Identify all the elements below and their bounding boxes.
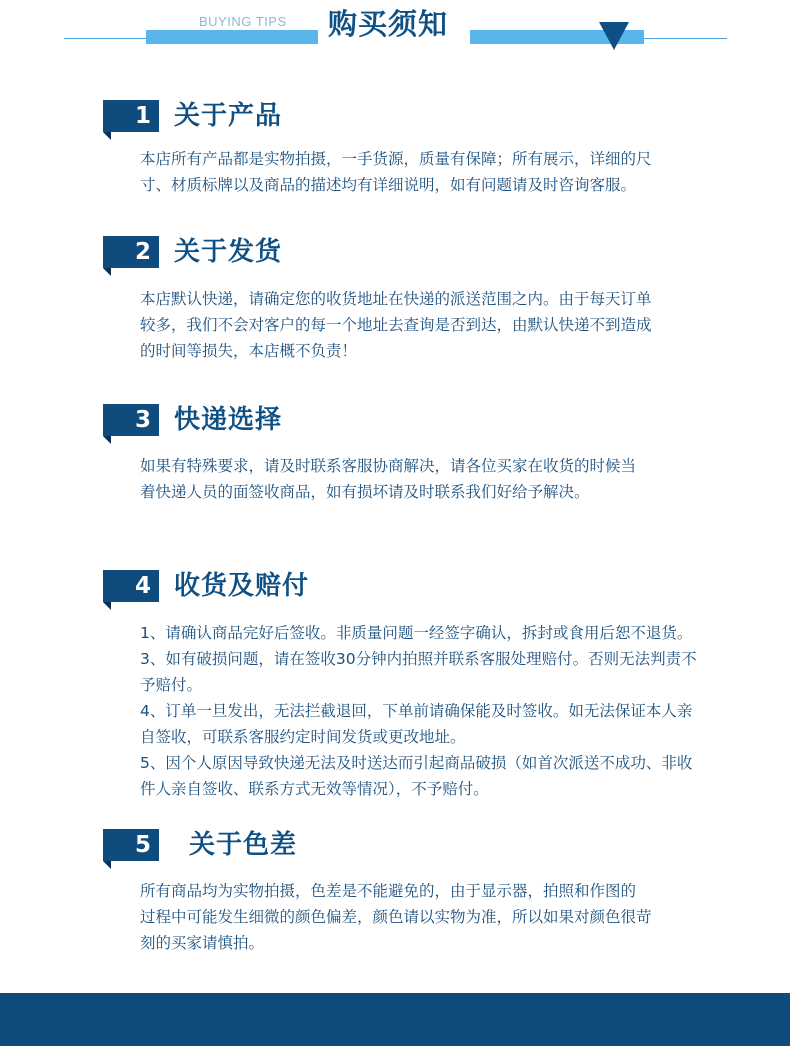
footer-bar (0, 993, 790, 1046)
section-number-badge (103, 404, 159, 436)
page-title: 购买须知 (328, 7, 449, 41)
section-number: 5 (134, 832, 151, 858)
badge-fold (103, 602, 111, 610)
section-number-badge (103, 829, 159, 861)
body-line: 的时间等损失，本店概不负责！ (140, 342, 358, 360)
body-line: 3、如有破损问题，请在签收30分钟内拍照并联系客服处理赔付。否则无法判责不 (140, 650, 697, 668)
section-body (140, 878, 720, 956)
body-line: 自签收，可联系客服约定时间发货或更改地址。 (140, 728, 466, 746)
body-line: 5、因个人原因导致快递无法及时送达而引起商品破损（如首次派送不成功、非收 (140, 754, 693, 772)
section-number: 3 (134, 407, 151, 433)
body-line: 寸、材质标牌以及商品的描述均有详细说明，如有问题请及时咨询客服。 (140, 176, 637, 194)
section-title: 关于产品 (174, 101, 283, 131)
body-line: 1、请确认商品完好后签收。非质量问题一经签字确认，拆封或食用后恕不退货。 (140, 624, 693, 642)
triangle-down-icon (599, 22, 629, 50)
body-line: 本店所有产品都是实物拍摄，一手货源，质量有保障；所有展示，详细的尺 (140, 150, 652, 168)
badge-fold (103, 861, 111, 869)
section-number-badge (103, 100, 159, 132)
badge-fold (103, 132, 111, 140)
body-line: 所有商品均为实物拍摄，色差是不能避免的，由于显示器，拍照和作图的 (140, 882, 637, 900)
section-title: 关于色差 (189, 830, 298, 860)
body-line: 较多，我们不会对客户的每一个地址去查询是否到达，由默认快递不到造成 (140, 316, 652, 334)
section-body (140, 620, 740, 802)
section-title: 关于发货 (174, 237, 283, 267)
section-number: 4 (134, 573, 151, 599)
section-number-badge (103, 570, 159, 602)
section-body (140, 146, 720, 198)
body-line: 如果有特殊要求，请及时联系客服协商解决，请各位买家在收货的时候当 (140, 457, 637, 475)
body-line: 过程中可能发生细微的颜色偏差，颜色请以实物为准，所以如果对颜色很苛 (140, 908, 652, 926)
section-title: 快递选择 (174, 405, 283, 435)
section-body (140, 453, 720, 505)
body-line: 件人亲自签收、联系方式无效等情况），不予赔付。 (140, 780, 489, 798)
body-line: 刻的买家请慎拍。 (140, 934, 265, 952)
section-number-badge (103, 236, 159, 268)
body-line: 着快递人员的面签收商品，如有损坏请及时联系我们好给予解决。 (140, 483, 590, 501)
badge-fold (103, 436, 111, 444)
section-number: 2 (134, 239, 151, 265)
section-number: 1 (134, 103, 151, 129)
body-line: 予赔付。 (140, 676, 203, 694)
body-line: 本店默认快递，请确定您的收货地址在快递的派送范围之内。由于每天订单 (140, 290, 652, 308)
section-title: 收货及赔付 (174, 571, 310, 601)
section-body (140, 286, 720, 364)
body-line: 4、订单一旦发出，无法拦截退回，下单前请确保能及时签收。如无法保证本人亲 (140, 702, 693, 720)
header (0, 0, 790, 60)
badge-fold (103, 268, 111, 276)
header-label-en: BUYING TIPS (199, 14, 287, 29)
